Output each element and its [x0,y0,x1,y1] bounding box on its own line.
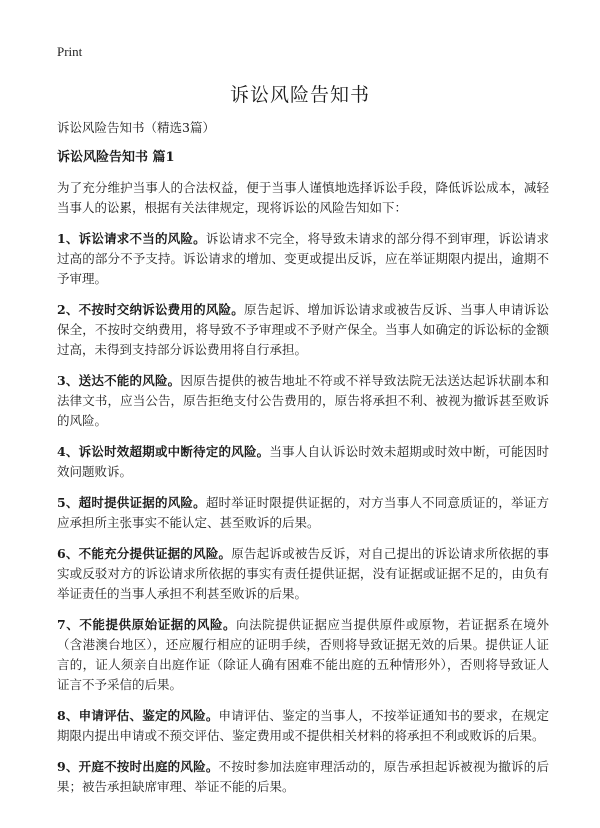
risk-item-heading: 2、不按时交纳诉讼费用的风险。 [57,302,244,317]
document-body [57,118,549,797]
risk-item-text: 当事人自认诉讼时效未超期或时效中断，可能因时效问题败诉。 [57,444,549,479]
document-subtitle: 诉讼风险告知书（精选3篇） [57,120,215,135]
risk-item-heading: 8、申请评估、鉴定的风险。 [57,708,219,723]
risk-item-text: 申请评估、鉴定的当事人，不按举证通知书的要求，在规定期限内提出申请或不预交评估、鉴定费用或不提供相关材料的将承担不利或败诉的后果。 [57,708,549,743]
risk-item-2 [57,300,549,360]
risk-item-heading: 9、开庭不按时出庭的风险。 [57,759,219,774]
risk-item-heading: 4、诉讼时效超期或中断待定的风险。 [57,444,270,459]
risk-item-heading: 3、送达不能的风险。 [57,373,181,388]
risk-item-text: 向法院提供证据应当提供原件或原物，若证据系在境外（含港澳台地区），还应履行相应的证明手续，否则将导致证据无效的后果。提供证人证言的，证人须亲自出庭作证（除证人确有困难不能出庭的五种情形外），否则将导致证人证言不予采信的后果。 [57,617,549,692]
risk-item-7 [57,615,549,695]
document-title: 诉讼风险告知书 [229,84,370,106]
risk-item-8 [57,706,549,746]
section-title: 诉讼风险告知书 篇1 [57,150,175,165]
risk-item-6 [57,544,549,604]
risk-item-text: 不按时参加法庭审理活动的，原告承担起诉被视为撤诉的后果；被告承担缺席审理、举证不能的后果。 [57,759,549,794]
risk-item-text: 原告起诉或被告反诉，对自己提出的诉讼请求所依据的事实或反驳对方的诉讼请求所依据的事实有责任提供证据，没有证据或证据不足的，由负有举证责任的当事人承担不利甚至败诉的后果。 [57,546,549,601]
risk-item-text: 因原告提供的被告地址不符或不祥导致法院无法送达起诉状副本和法律文书，应当公告，原告拒绝支付公告费用的，原告将承担不利、被视为撤诉甚至败诉的风险。 [57,373,549,428]
intro-paragraph: 为了充分维护当事人的合法权益，便于当事人谨慎地选择诉讼手段，降低诉讼成本，减轻当事人的讼累，根据有关法律规定，现将诉讼的风险告知如下： [57,180,549,215]
risk-item-1 [57,229,549,289]
print-link[interactable]: Print [57,44,83,59]
risk-item-heading: 5、超时提供证据的风险。 [57,495,206,510]
risk-item-heading: 7、不能提供原始证据的风险。 [57,617,237,632]
risk-item-heading: 6、不能充分提供证据的风险。 [57,546,232,561]
risk-item-4 [57,442,549,482]
risk-item-text: 诉讼请求不完全，将导致未请求的部分得不到审理，诉讼请求过高的部分不予支持。诉讼请求的增加、变更或提出反诉，应在举证期限内提出，逾期不予审理。 [57,231,549,286]
risk-item-text: 原告起诉、增加诉讼请求或被告反诉、当事人申请诉讼保全，不按时交纳费用，将导致不予审理或不予财产保全。当事人如确定的诉讼标的金额过高，未得到支持部分诉讼费用将自行承担。 [57,302,549,357]
risk-item-9 [57,757,549,797]
risk-item-3 [57,371,549,431]
risk-item-5 [57,493,549,533]
risk-item-text: 超时举证时限提供证据的，对方当事人不同意质证的，举证方应承担所主张事实不能认定、甚至败诉的后果。 [57,495,549,530]
risk-item-heading: 1、诉讼请求不当的风险。 [57,231,206,246]
